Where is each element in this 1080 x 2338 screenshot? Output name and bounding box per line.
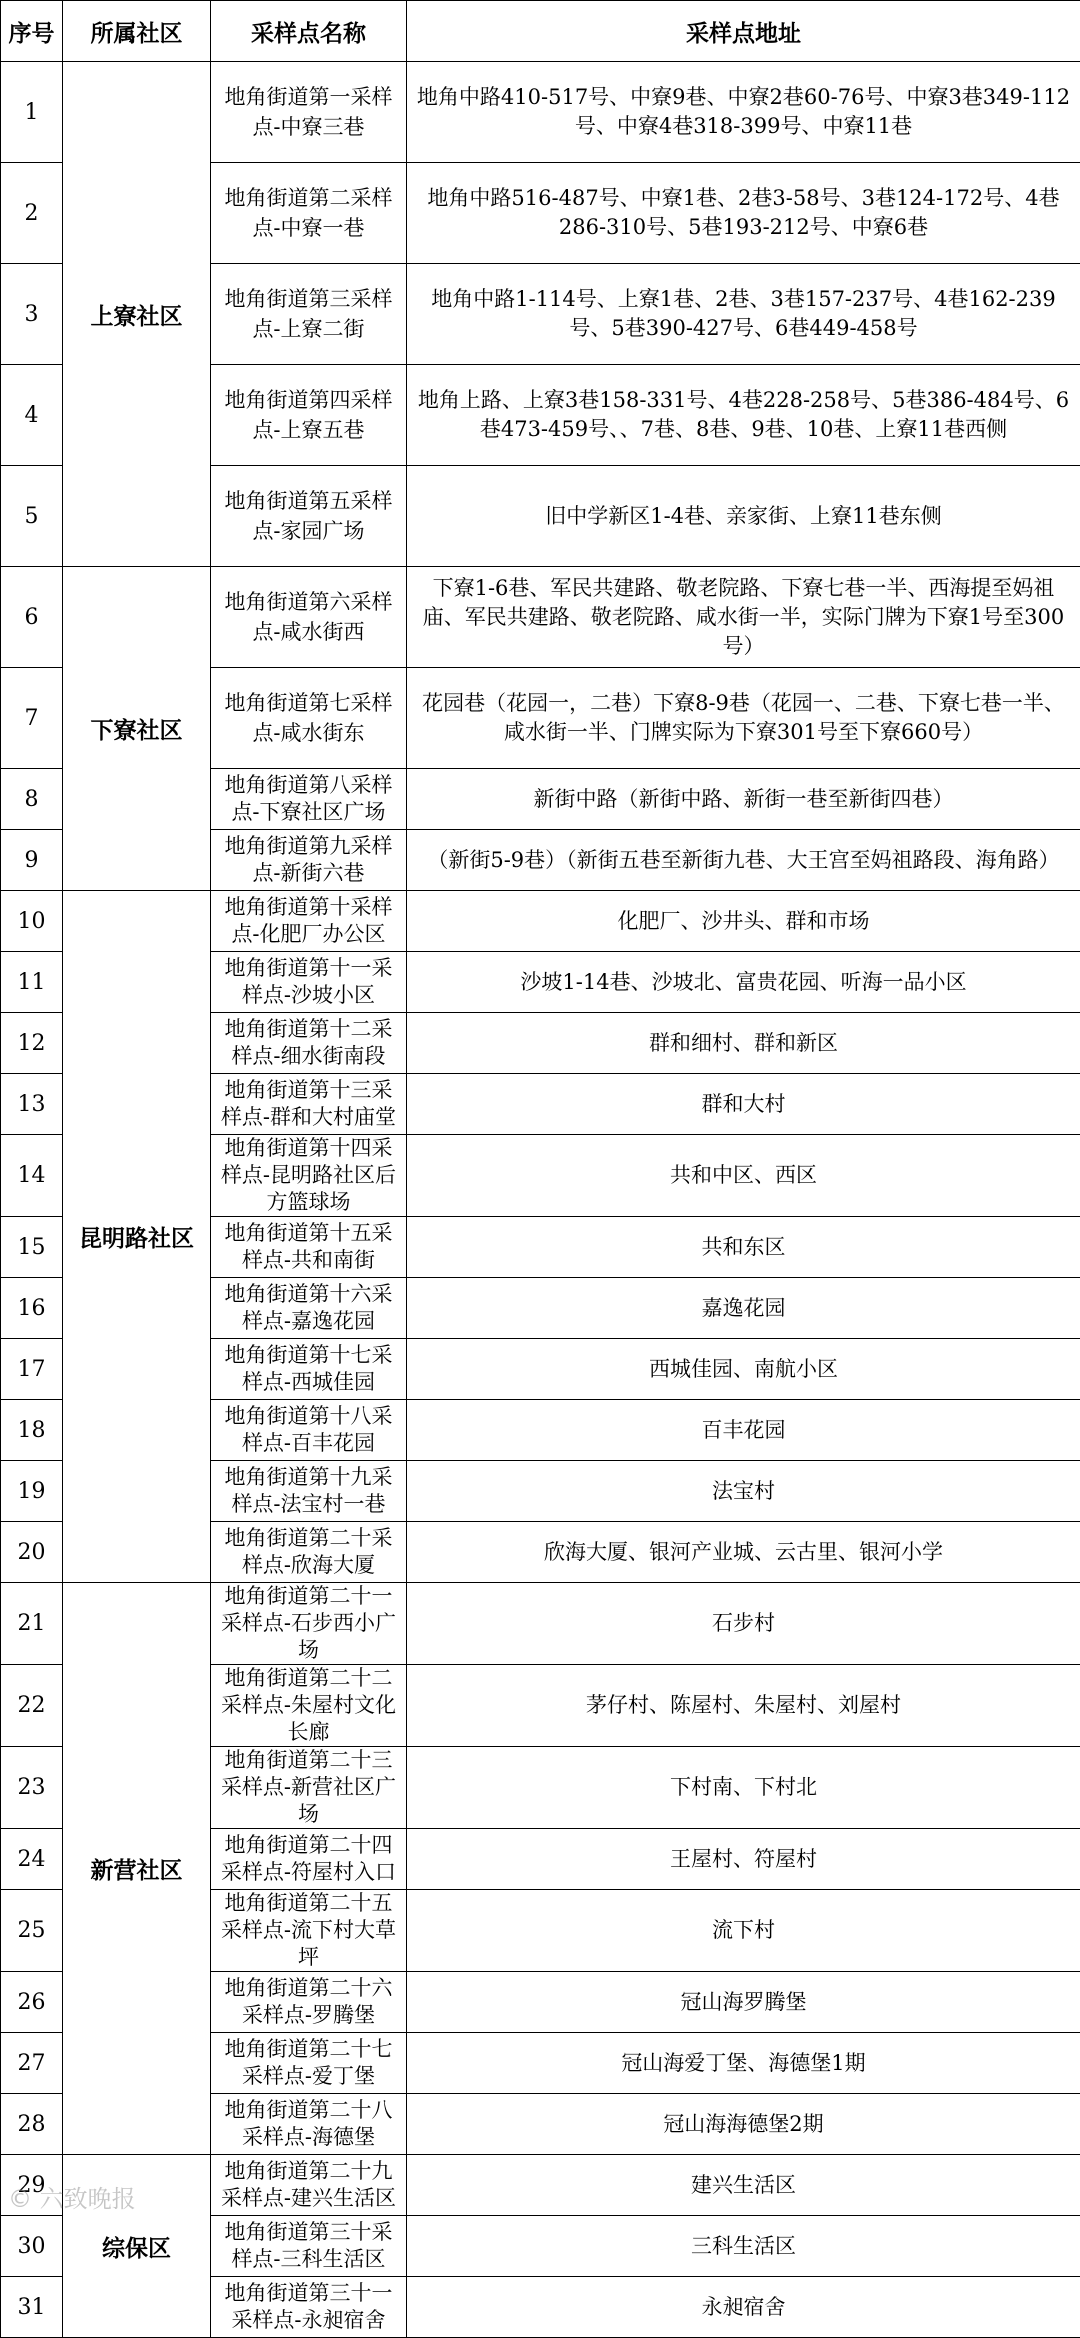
site-address: 共和东区 — [407, 1217, 1080, 1278]
row-num: 15 — [1, 1217, 63, 1278]
site-name: 地角街道第十一采样点-沙坡小区 — [211, 952, 407, 1013]
site-name: 地角街道第十四采样点-昆明路社区后方篮球场 — [211, 1135, 407, 1217]
site-address: 冠山海海德堡2期 — [407, 2094, 1080, 2155]
site-name: 地角街道第十八采样点-百丰花园 — [211, 1400, 407, 1461]
site-address: 西城佳园、南航小区 — [407, 1339, 1080, 1400]
row-num: 7 — [1, 668, 63, 769]
site-address: 嘉逸花园 — [407, 1278, 1080, 1339]
row-num: 5 — [1, 466, 63, 567]
site-name: 地角街道第二采样点-中寮一巷 — [211, 163, 407, 264]
site-address: 新街中路（新街中路、新街一巷至新街四巷） — [407, 769, 1080, 830]
row-num: 31 — [1, 2277, 63, 2338]
row-num: 9 — [1, 830, 63, 891]
site-name: 地角街道第二十三采样点-新营社区广场 — [211, 1747, 407, 1829]
community-cell: 下寮社区 — [63, 567, 211, 891]
site-name: 地角街道第六采样点-咸水街西 — [211, 567, 407, 668]
table-row — [1, 1583, 1080, 1665]
row-num: 11 — [1, 952, 63, 1013]
row-num: 30 — [1, 2216, 63, 2277]
row-num: 16 — [1, 1278, 63, 1339]
header-site-address: 采样点地址 — [407, 1, 1080, 62]
site-name: 地角街道第二十七采样点-爱丁堡 — [211, 2033, 407, 2094]
row-num: 12 — [1, 1013, 63, 1074]
site-address: 三科生活区 — [407, 2216, 1080, 2277]
site-address: 下寮1-6巷、军民共建路、敬老院路、下寮七巷一半、西海提至妈祖庙、军民共建路、敬老院路、咸水街一半，实际门牌为下寮1号至300号） — [407, 567, 1080, 668]
table-row — [1, 2155, 1080, 2216]
site-address: 地角中路1-114号、上寮1巷、2巷、3巷157-237号、4巷162-239号、5巷390-427号、6巷449-458号 — [407, 264, 1080, 365]
row-num: 6 — [1, 567, 63, 668]
row-num: 28 — [1, 2094, 63, 2155]
row-num: 1 — [1, 62, 63, 163]
site-address: 地角上路、上寮3巷158-331号、4巷228-258号、5巷386-484号、6巷473-459号、、7巷、8巷、9巷、10巷、上寮11巷西侧 — [407, 365, 1080, 466]
site-name: 地角街道第八采样点-下寮社区广场 — [211, 769, 407, 830]
site-address: 石步村 — [407, 1583, 1080, 1665]
watermark-text: 六致晚报 — [40, 2185, 136, 2213]
site-name: 地角街道第十采样点-化肥厂办公区 — [211, 891, 407, 952]
site-address: 永昶宿舍 — [407, 2277, 1080, 2338]
row-num: 18 — [1, 1400, 63, 1461]
row-num: 20 — [1, 1522, 63, 1583]
table-header-row — [1, 1, 1080, 62]
site-name: 地角街道第十九采样点-法宝村一巷 — [211, 1461, 407, 1522]
site-address: 群和大村 — [407, 1074, 1080, 1135]
site-name: 地角街道第七采样点-咸水街东 — [211, 668, 407, 769]
community-cell: 昆明路社区 — [63, 891, 211, 1583]
row-num: 23 — [1, 1747, 63, 1829]
row-num: 2 — [1, 163, 63, 264]
site-name: 地角街道第十六采样点-嘉逸花园 — [211, 1278, 407, 1339]
site-address: 百丰花园 — [407, 1400, 1080, 1461]
row-num: 29 — [1, 2155, 63, 2216]
site-address: 化肥厂、沙井头、群和市场 — [407, 891, 1080, 952]
header-num: 序号 — [1, 1, 63, 62]
row-num: 14 — [1, 1135, 63, 1217]
site-name: 地角街道第十七采样点-西城佳园 — [211, 1339, 407, 1400]
site-address: 地角中路410-517号、中寮9巷、中寮2巷60-76号、中寮3巷349-112号、中寮4巷318-399号、中寮11巷 — [407, 62, 1080, 163]
site-name: 地角街道第二十四采样点-符屋村入口 — [211, 1829, 407, 1890]
row-num: 8 — [1, 769, 63, 830]
site-address: 冠山海爱丁堡、海德堡1期 — [407, 2033, 1080, 2094]
site-name: 地角街道第三采样点-上寮二街 — [211, 264, 407, 365]
copyright-icon: © — [8, 2185, 32, 2213]
site-address: 旧中学新区1-4巷、亲家街、上寮11巷东侧 — [407, 466, 1080, 567]
row-num: 25 — [1, 1890, 63, 1972]
community-cell: 新营社区 — [63, 1583, 211, 2155]
site-name: 地角街道第四采样点-上寮五巷 — [211, 365, 407, 466]
site-name: 地角街道第二十二采样点-朱屋村文化长廊 — [211, 1665, 407, 1747]
site-address: 群和细村、群和新区 — [407, 1013, 1080, 1074]
site-address: 王屋村、符屋村 — [407, 1829, 1080, 1890]
site-name: 地角街道第二十采样点-欣海大厦 — [211, 1522, 407, 1583]
community-cell: 综保区 — [63, 2155, 211, 2338]
site-name: 地角街道第二十九采样点-建兴生活区 — [211, 2155, 407, 2216]
row-num: 3 — [1, 264, 63, 365]
row-num: 17 — [1, 1339, 63, 1400]
row-num: 27 — [1, 2033, 63, 2094]
site-name: 地角街道第十三采样点-群和大村庙堂 — [211, 1074, 407, 1135]
site-name: 地角街道第二十八采样点-海德堡 — [211, 2094, 407, 2155]
row-num: 24 — [1, 1829, 63, 1890]
row-num: 22 — [1, 1665, 63, 1747]
site-address: 建兴生活区 — [407, 2155, 1080, 2216]
community-cell: 上寮社区 — [63, 62, 211, 567]
site-address: 欣海大厦、银河产业城、云古里、银河小学 — [407, 1522, 1080, 1583]
header-site-name: 采样点名称 — [211, 1, 407, 62]
row-num: 19 — [1, 1461, 63, 1522]
site-address: 地角中路516-487号、中寮1巷、2巷3-58号、3巷124-172号、4巷286-310号、5巷193-212号、中寮6巷 — [407, 163, 1080, 264]
site-name: 地角街道第十五采样点-共和南街 — [211, 1217, 407, 1278]
site-address: 茅仔村、陈屋村、朱屋村、刘屋村 — [407, 1665, 1080, 1747]
row-num: 26 — [1, 1972, 63, 2033]
site-address: 法宝村 — [407, 1461, 1080, 1522]
site-name: 地角街道第一采样点-中寮三巷 — [211, 62, 407, 163]
site-address: 沙坡1-14巷、沙坡北、富贵花园、听海一品小区 — [407, 952, 1080, 1013]
site-address: 花园巷（花园一，二巷）下寮8-9巷（花园一、二巷、下寮七巷一半、咸水街一半、门牌实际为下寮301号至下寮660号） — [407, 668, 1080, 769]
row-num: 13 — [1, 1074, 63, 1135]
site-name: 地角街道第三十一采样点-永昶宿舍 — [211, 2277, 407, 2338]
site-name: 地角街道第二十五采样点-流下村大草坪 — [211, 1890, 407, 1972]
site-address: 下村南、下村北 — [407, 1747, 1080, 1829]
site-name: 地角街道第三十采样点-三科生活区 — [211, 2216, 407, 2277]
table-row — [1, 567, 1080, 668]
table-row — [1, 891, 1080, 952]
header-community: 所属社区 — [63, 1, 211, 62]
table-row — [1, 62, 1080, 163]
site-address: 共和中区、西区 — [407, 1135, 1080, 1217]
site-name: 地角街道第二十六采样点-罗腾堡 — [211, 1972, 407, 2033]
site-address: 流下村 — [407, 1890, 1080, 1972]
site-name: 地角街道第二十一采样点-石步西小广场 — [211, 1583, 407, 1665]
row-num: 21 — [1, 1583, 63, 1665]
site-address: 冠山海罗腾堡 — [407, 1972, 1080, 2033]
row-num: 4 — [1, 365, 63, 466]
site-name: 地角街道第九采样点-新街六巷 — [211, 830, 407, 891]
site-address: （新街5-9巷）（新街五巷至新街九巷、大王宫至妈祖路段、海角路） — [407, 830, 1080, 891]
row-num: 10 — [1, 891, 63, 952]
site-name: 地角街道第十二采样点-细水街南段 — [211, 1013, 407, 1074]
site-name: 地角街道第五采样点-家园广场 — [211, 466, 407, 567]
